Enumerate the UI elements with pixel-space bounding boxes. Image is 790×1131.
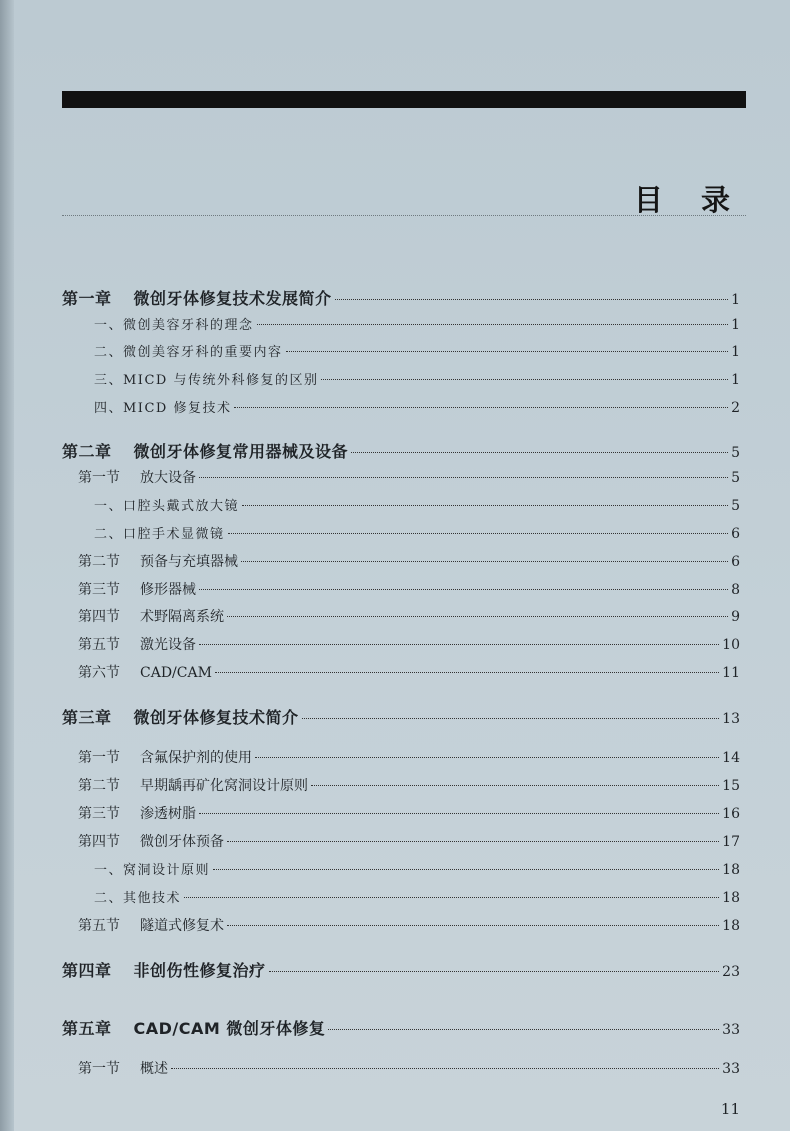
dot-leader	[227, 616, 728, 617]
dot-leader	[228, 533, 729, 534]
toc-section[interactable]	[78, 579, 740, 599]
toc-item[interactable]	[94, 397, 740, 416]
page-number: 15	[722, 778, 740, 794]
toc-section[interactable]	[78, 467, 740, 487]
section-title: 激光设备	[140, 637, 196, 653]
toc-chapter-4[interactable]	[62, 958, 740, 981]
dot-leader	[199, 477, 728, 478]
page-number: 18	[722, 890, 740, 906]
page-number: 5	[731, 498, 740, 514]
dot-leader	[213, 869, 719, 870]
section-number: 第二节	[78, 554, 120, 570]
dot-leader	[302, 718, 720, 719]
page-number: 33	[722, 1022, 740, 1038]
dot-leader	[227, 925, 719, 926]
page-number: 18	[722, 918, 740, 934]
toc-section[interactable]	[78, 551, 740, 571]
section-number: 第五节	[78, 918, 120, 934]
section-title: 预备与充填器械	[140, 554, 238, 570]
page-number: 13	[722, 711, 740, 727]
page-number: 1	[731, 344, 740, 360]
section-number: 第三节	[78, 806, 120, 822]
section-number: 第一节	[78, 1061, 120, 1077]
section-number: 第二节	[78, 778, 120, 794]
section-number: 第一节	[78, 750, 120, 766]
toc-section[interactable]	[78, 831, 740, 851]
section-title: 放大设备	[140, 470, 196, 486]
toc-section[interactable]	[78, 1058, 740, 1078]
section-number: 第四节	[78, 834, 120, 850]
toc-section[interactable]	[78, 775, 740, 795]
dot-leader	[335, 299, 729, 300]
page-number: 18	[722, 862, 740, 878]
dot-leader	[215, 672, 719, 673]
dot-leader	[199, 644, 719, 645]
page-number: 5	[731, 445, 740, 461]
item-title: 二、口腔手术显微镜	[94, 527, 225, 542]
section-number: 第三节	[78, 582, 120, 598]
dot-leader	[241, 561, 728, 562]
item-title: 二、其他技术	[94, 891, 182, 906]
section-title: 含氟保护剂的使用	[140, 750, 252, 766]
toc-section[interactable]	[78, 803, 740, 823]
chapter-title: 微创牙体修复技术发展简介	[133, 289, 332, 308]
chapter-number: 第五章	[62, 1019, 112, 1038]
section-title: 概述	[140, 1061, 168, 1077]
page-number: 5	[731, 470, 740, 486]
page-number: 1	[731, 317, 740, 333]
toc-section[interactable]	[78, 662, 740, 682]
page-number: 9	[731, 609, 740, 625]
dot-leader	[257, 324, 729, 325]
toc-section[interactable]	[78, 634, 740, 654]
page-number: 14	[722, 750, 740, 766]
toc-item[interactable]	[94, 314, 740, 333]
dot-leader	[199, 813, 719, 814]
dot-leader	[199, 589, 728, 590]
section-number: 第一节	[78, 470, 120, 486]
section-number: 第六节	[78, 665, 120, 681]
dot-leader	[227, 841, 719, 842]
chapter-title: CAD/CAM 微创牙体修复	[133, 1019, 326, 1038]
page-number: 23	[722, 964, 740, 980]
dot-leader	[269, 971, 720, 972]
dot-leader	[184, 897, 719, 898]
page-number: 2	[731, 400, 740, 416]
page-title: 目 录	[633, 183, 744, 217]
toc-item[interactable]	[94, 859, 740, 878]
toc-item[interactable]	[94, 341, 740, 360]
item-title: 一、窝洞设计原则	[94, 863, 211, 878]
chapter-number: 第一章	[62, 289, 112, 308]
section-title: 微创牙体预备	[140, 834, 224, 850]
section-number: 第五节	[78, 637, 120, 653]
page-edge-shadow	[0, 0, 14, 1131]
page-number: 17	[722, 834, 740, 850]
dot-leader	[255, 757, 719, 758]
item-title: 一、口腔头戴式放大镜	[94, 499, 240, 514]
chapter-title: 微创牙体修复技术简介	[133, 708, 299, 727]
section-title: 隧道式修复术	[140, 918, 224, 934]
page-number: 11	[722, 665, 740, 681]
toc-section[interactable]	[78, 915, 740, 935]
dot-leader	[286, 351, 729, 352]
toc-item[interactable]	[94, 495, 740, 514]
chapter-number: 第三章	[62, 708, 112, 727]
toc-chapter-3[interactable]	[62, 705, 740, 728]
section-title: 早期龋再矿化窝洞设计原则	[140, 778, 308, 794]
page-number: 6	[731, 554, 740, 570]
dot-leader	[328, 1029, 719, 1030]
toc-item[interactable]	[94, 369, 740, 388]
page-number: 1	[731, 372, 740, 388]
dot-leader	[321, 379, 728, 380]
chapter-title: 微创牙体修复常用器械及设备	[133, 442, 349, 461]
title-rule	[62, 215, 746, 216]
page-number: 33	[722, 1061, 740, 1077]
chapter-title: 非创伤性修复治疗	[133, 961, 266, 980]
section-title: 修形器械	[140, 582, 196, 598]
page-number: 10	[722, 637, 740, 653]
dot-leader	[242, 505, 728, 506]
section-title: CAD/CAM	[140, 665, 212, 681]
toc-item[interactable]	[94, 887, 740, 906]
page-number: 1	[731, 292, 740, 308]
toc-chapter-2[interactable]	[62, 439, 740, 462]
chapter-number: 第二章	[62, 442, 112, 461]
toc-section[interactable]	[78, 606, 740, 626]
item-title: 一、微创美容牙科的理念	[94, 318, 254, 333]
section-title: 渗透树脂	[140, 806, 196, 822]
header-bar	[62, 91, 746, 108]
page-number: 16	[722, 806, 740, 822]
page-number: 8	[731, 582, 740, 598]
section-title: 术野隔离系统	[140, 609, 224, 625]
dot-leader	[311, 785, 719, 786]
toc-chapter-1[interactable]	[62, 286, 740, 309]
dot-leader	[171, 1068, 719, 1069]
item-title: 二、微创美容牙科的重要内容	[94, 345, 283, 360]
page-folio: 11	[720, 1100, 740, 1118]
dot-leader	[234, 407, 728, 408]
dot-leader	[351, 452, 728, 453]
toc-item[interactable]	[94, 523, 740, 542]
item-title: 三、MICD 与传统外科修复的区别	[94, 373, 319, 388]
page-number: 6	[731, 526, 740, 542]
section-number: 第四节	[78, 609, 120, 625]
toc-section[interactable]	[78, 747, 740, 767]
item-title: 四、MICD 修复技术	[94, 401, 232, 416]
toc-chapter-5[interactable]	[62, 1016, 740, 1039]
chapter-number: 第四章	[62, 961, 112, 980]
